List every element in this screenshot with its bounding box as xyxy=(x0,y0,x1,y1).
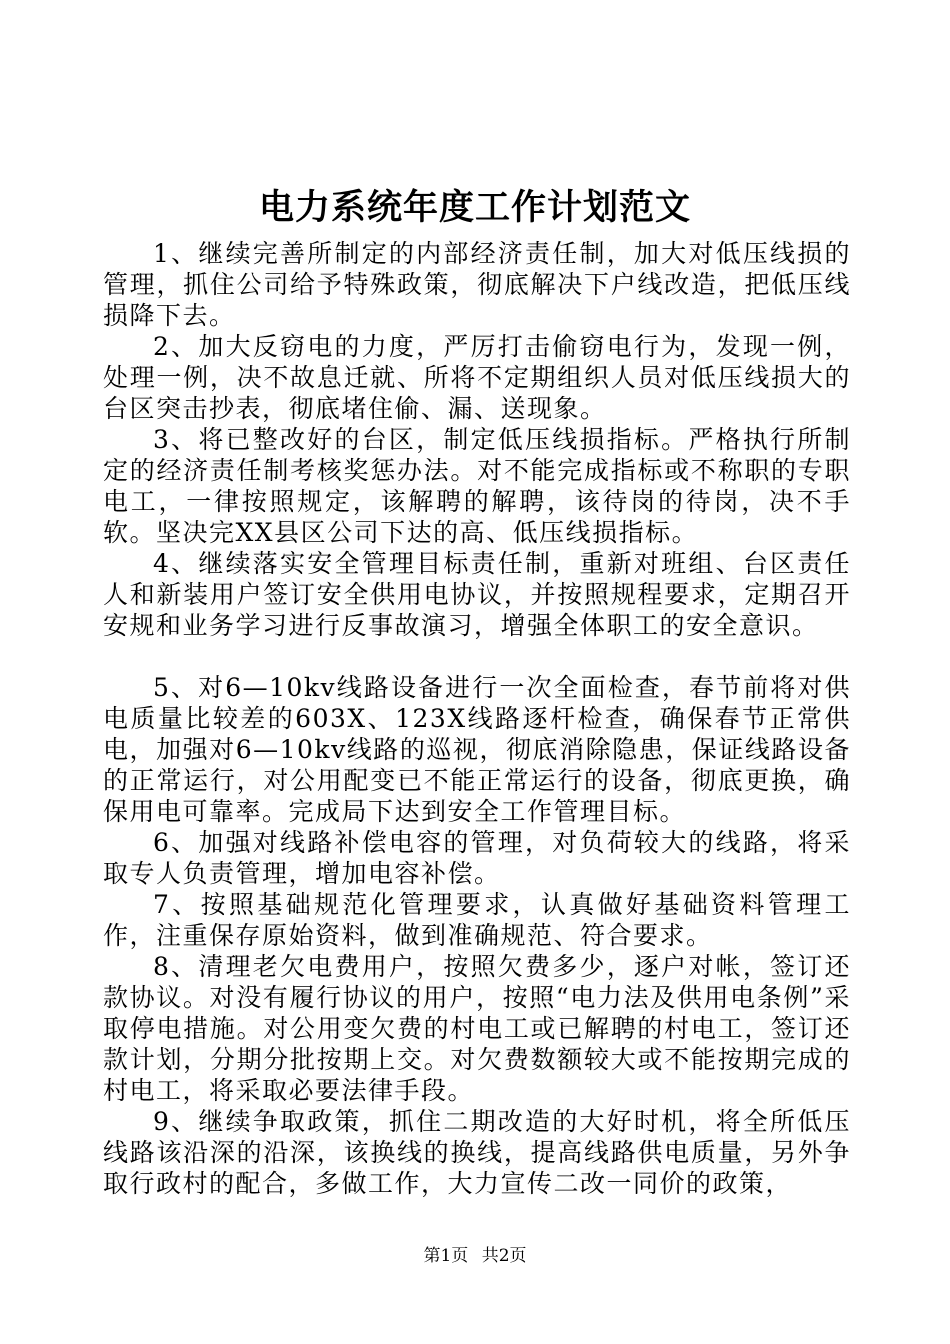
paragraph-9: 9、继续争取政策，抓住二期改造的大好时机，将全所低压线路该沿深的沿深，该换线的换线，提高线路供电质量，另外争取行政村的配合，多做工作，大力宣传二改一同价的政策， xyxy=(103,1107,851,1198)
page-number-current: 第1页 xyxy=(423,1246,469,1266)
page-footer xyxy=(0,1244,950,1268)
paragraph-7: 7、按照基础规范化管理要求，认真做好基础资料管理工作，注重保存原始资料，做到准确规范、符合要求。 xyxy=(103,890,851,950)
paragraph-1: 1、继续完善所制定的内部经济责任制，加大对低压线损的管理，抓住公司给予特殊政策，彻底解决下户线改造，把低压线损降下去。 xyxy=(103,239,851,330)
document-title: 电力系统年度工作计划范文 xyxy=(258,187,691,228)
paragraph-8: 8、清理老欠电费用户，按照欠费多少，逐户对帐，签订还款协议。对没有履行协议的用户，按照“电力法及供用电条例”采取停电措施。对公用变欠费的村电工或已解聘的村电工，签订还款计划，分期分批按期上交。对欠费数额较大或不能按期完成的村电工，将采取必要法律手段。 xyxy=(103,952,851,1105)
page-number-total: 共2页 xyxy=(481,1246,527,1266)
paragraph-2: 2、加大反窃电的力度，严厉打击偷窃电行为，发现一例，处理一例，决不故息迁就、所将不定期组织人员对低压线损大的台区突击抄表，彻底堵住偷、漏、送现象。 xyxy=(103,332,851,423)
paragraph-6: 6、加强对线路补偿电容的管理，对负荷较大的线路，将采取专人负责管理，增加电容补偿。 xyxy=(103,828,851,888)
document-body xyxy=(103,238,851,1199)
paragraph-4: 4、继续落实安全管理目标责任制，重新对班组、台区责任人和新装用户签订安全供用电协议，并按照规程要求，定期召开安规和业务学习进行反事故演习，增强全体职工的安全意识。 xyxy=(103,549,851,640)
paragraph-3: 3、将已整改好的台区，制定低压线损指标。严格执行所制定的经济责任制考核奖惩办法。对不能完成指标或不称职的专职电工，一律按照规定，该解聘的解聘，该待岗的待岗，决不手软。坚决完XX县区公司下达的高、低压线损指标。 xyxy=(103,425,851,547)
paragraph-5: 5、对6—10kv线路设备进行一次全面检查，春节前将对供电质量比较差的603X、123X线路逐杆检查，确保春节正常供电，加强对6—10kv线路的巡视，彻底消除隐患，保证线路设备的正常运行，对公用配变已不能正常运行的设备，彻底更换，确保用电可靠率。完成局下达到安全工作管理目标。 xyxy=(103,673,851,826)
